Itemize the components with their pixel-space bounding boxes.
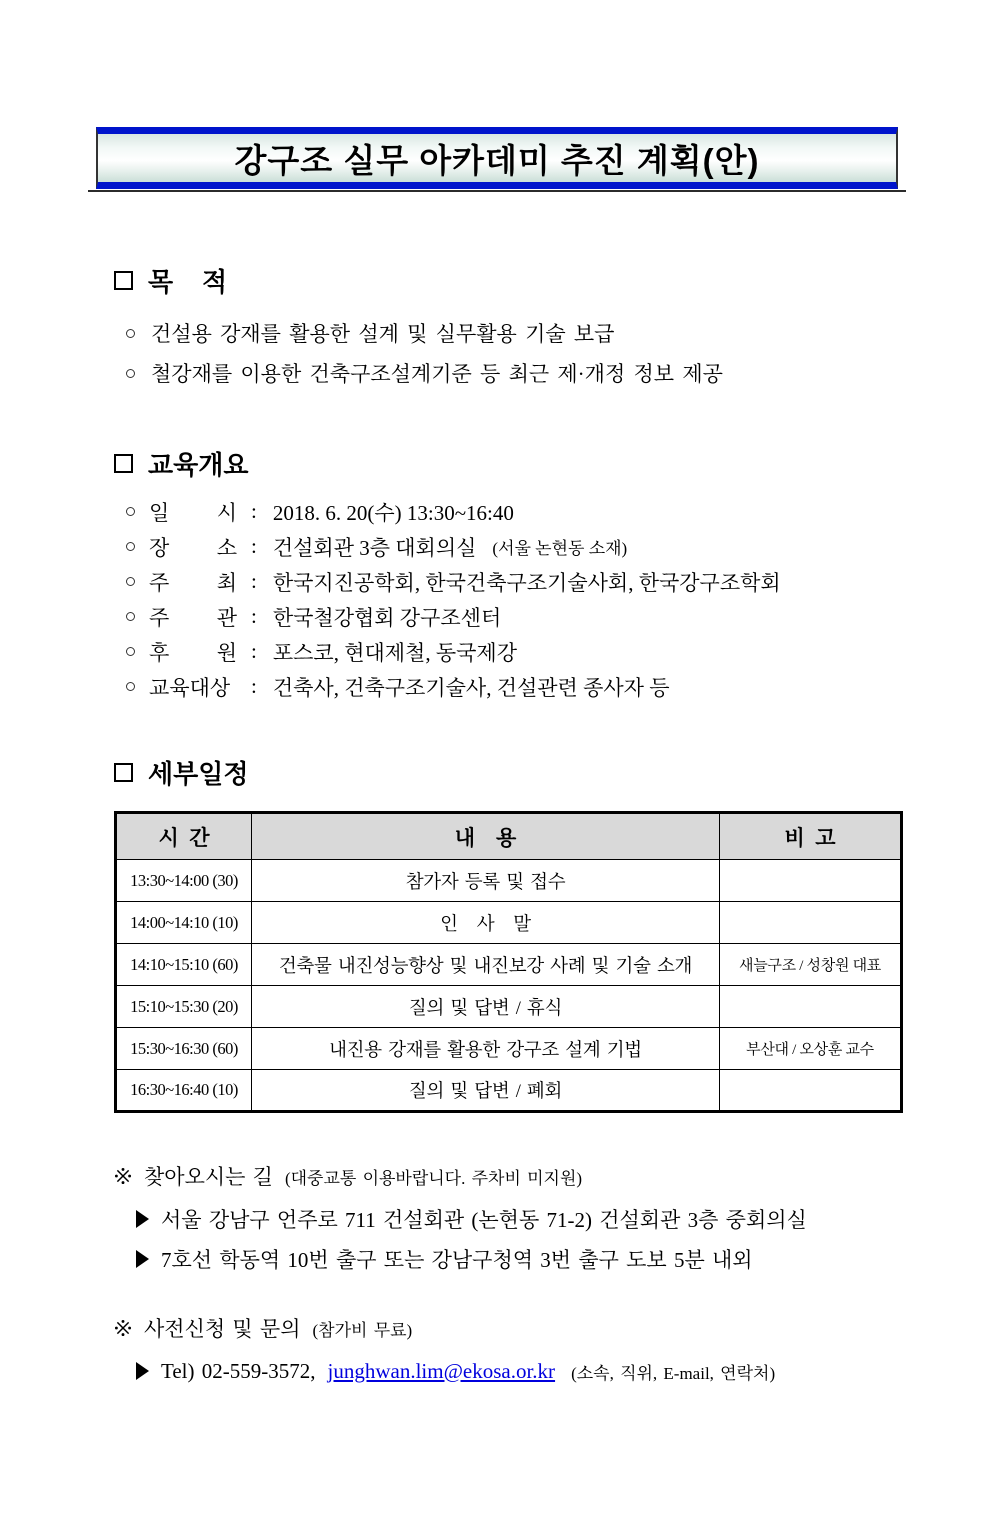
circle-bullet-icon (126, 612, 135, 621)
table-row (116, 860, 902, 902)
contact-list (136, 1351, 992, 1391)
square-marker-icon (114, 271, 133, 290)
cell-note (720, 902, 902, 944)
title-banner-inner (96, 127, 898, 189)
circle-bullet-icon (126, 369, 135, 378)
telephone-number: Tel) 02-559-3572, (161, 1358, 316, 1383)
colon-separator: : (251, 604, 257, 628)
overview-item-audience (126, 669, 992, 704)
directions-item-text: 7호선 학동역 10번 출구 또는 강남구청역 3번 출구 도보 5분 내외 (161, 1248, 753, 1272)
overview-item-label: 주 최 (149, 570, 237, 595)
cell-note (720, 860, 902, 902)
colon-separator: : (251, 569, 257, 593)
cell-note (720, 1070, 902, 1112)
circle-bullet-icon (126, 577, 135, 586)
cell-content: 질의 및 답변 / 폐회 (252, 1070, 720, 1112)
cell-time: 14:00~14:10 (10) (116, 902, 252, 944)
purpose-heading-label: 목 적 (148, 267, 228, 297)
directions-heading-label: 찾아오시는 길 (144, 1165, 273, 1189)
directions-heading-note: (대중교통 이용바랍니다. 주차비 미지원) (284, 1168, 583, 1188)
overview-item-value: 포스코, 현대제철, 동국제강 (272, 640, 517, 665)
table-row (116, 986, 902, 1028)
overview-item-label: 후 원 (149, 640, 237, 665)
overview-item-value: 건설회관 3층 대회의실 (272, 535, 477, 560)
directions-section (114, 1159, 992, 1279)
circle-bullet-icon (126, 329, 135, 338)
contact-info-note: (소속, 직위, E-mail, 연락처) (571, 1363, 776, 1383)
overview-item-note: (서울 논현동 소재) (492, 539, 628, 558)
schedule-heading-label: 세부일정 (148, 759, 249, 789)
overview-heading-label: 교육개요 (148, 450, 249, 480)
document-page (0, 127, 992, 1391)
circle-bullet-icon (126, 542, 135, 551)
square-marker-icon (114, 763, 133, 782)
purpose-item-1: 건설용 강재를 활용한 설계 및 실무활용 기술 보급 (151, 322, 615, 346)
contact-item-tel (136, 1351, 992, 1391)
reference-mark-icon (114, 1319, 132, 1337)
col-header-time: 시 간 (116, 813, 252, 860)
cell-note: 새늘구조 / 성창원 대표 (720, 944, 902, 986)
directions-item-text: 서울 강남구 언주로 711 건설회관 (논현동 71-2) 건설회관 3층 중회의실 (161, 1208, 807, 1232)
circle-bullet-icon (126, 507, 135, 516)
contact-section (114, 1311, 992, 1391)
section-heading-overview (114, 445, 992, 482)
directions-list (136, 1199, 992, 1279)
right-triangle-icon (136, 1210, 149, 1228)
circle-bullet-icon (126, 682, 135, 691)
overview-item-place (126, 529, 992, 564)
colon-separator: : (251, 639, 257, 663)
overview-item-sponsor (126, 634, 992, 669)
col-header-note: 비 고 (720, 813, 902, 860)
overview-item-label: 장 소 (149, 535, 237, 560)
reference-mark-icon (114, 1167, 132, 1185)
right-triangle-icon (136, 1250, 149, 1268)
table-row (116, 902, 902, 944)
overview-item-value: 한국지진공학회, 한국건축구조기술사회, 한국강구조학회 (272, 570, 781, 595)
table-row (116, 944, 902, 986)
colon-separator: : (251, 499, 257, 523)
cell-time: 15:30~16:30 (60) (116, 1028, 252, 1070)
directions-heading (114, 1159, 992, 1193)
cell-content: 참가자 등록 및 접수 (252, 860, 720, 902)
cell-time: 14:10~15:10 (60) (116, 944, 252, 986)
email-link[interactable]: junghwan.lim@ekosa.or.kr (327, 1358, 556, 1383)
table-row (116, 1028, 902, 1070)
overview-item-value: 건축사, 건축구조기술사, 건설관련 종사자 등 (272, 675, 670, 700)
list-item (126, 313, 992, 353)
title-banner (88, 127, 906, 192)
contact-heading-label: 사전신청 및 문의 (144, 1317, 301, 1341)
circle-bullet-icon (126, 647, 135, 656)
overview-item-value: 한국철강협회 강구조센터 (272, 605, 502, 630)
overview-list (126, 494, 992, 704)
list-item (126, 353, 992, 393)
cell-content: 건축물 내진성능향상 및 내진보강 사례 및 기술 소개 (252, 944, 720, 986)
col-header-content: 내 용 (252, 813, 720, 860)
cell-time: 13:30~14:00 (30) (116, 860, 252, 902)
schedule-table (114, 811, 903, 1113)
section-heading-purpose (114, 262, 992, 299)
cell-content: 내진용 강재를 활용한 강구조 설계 기법 (252, 1028, 720, 1070)
overview-item-host (126, 564, 992, 599)
directions-item-address (136, 1199, 992, 1239)
purpose-list (126, 313, 992, 393)
colon-separator: : (251, 674, 257, 698)
contact-heading-note: (참가비 무료) (312, 1320, 413, 1340)
overview-item-label: 일 시 (149, 500, 237, 525)
cell-note: 부산대 / 오상훈 교수 (720, 1028, 902, 1070)
table-header-row (116, 813, 902, 860)
table-row (116, 1070, 902, 1112)
right-triangle-icon (136, 1362, 149, 1380)
square-marker-icon (114, 454, 133, 473)
contact-heading (114, 1311, 992, 1345)
purpose-item-2: 철강재를 이용한 건축구조설계기준 등 최근 제·개정 정보 제공 (151, 362, 723, 386)
overview-item-label: 교육대상 (149, 675, 231, 700)
cell-note (720, 986, 902, 1028)
cell-content: 인 사 말 (252, 902, 720, 944)
colon-separator: : (251, 534, 257, 558)
section-heading-schedule (114, 754, 992, 791)
overview-item-date (126, 494, 992, 529)
directions-item-subway (136, 1239, 992, 1279)
cell-time: 16:30~16:40 (10) (116, 1070, 252, 1112)
overview-item-organizer (126, 599, 992, 634)
cell-content: 질의 및 답변 / 휴식 (252, 986, 720, 1028)
overview-item-label: 주 관 (149, 605, 237, 630)
cell-time: 15:10~15:30 (20) (116, 986, 252, 1028)
page-title: 강구조 실무 아카데미 추진 계획(안) (234, 141, 760, 179)
overview-item-value: 2018. 6. 20(수) 13:30~16:40 (272, 500, 514, 525)
